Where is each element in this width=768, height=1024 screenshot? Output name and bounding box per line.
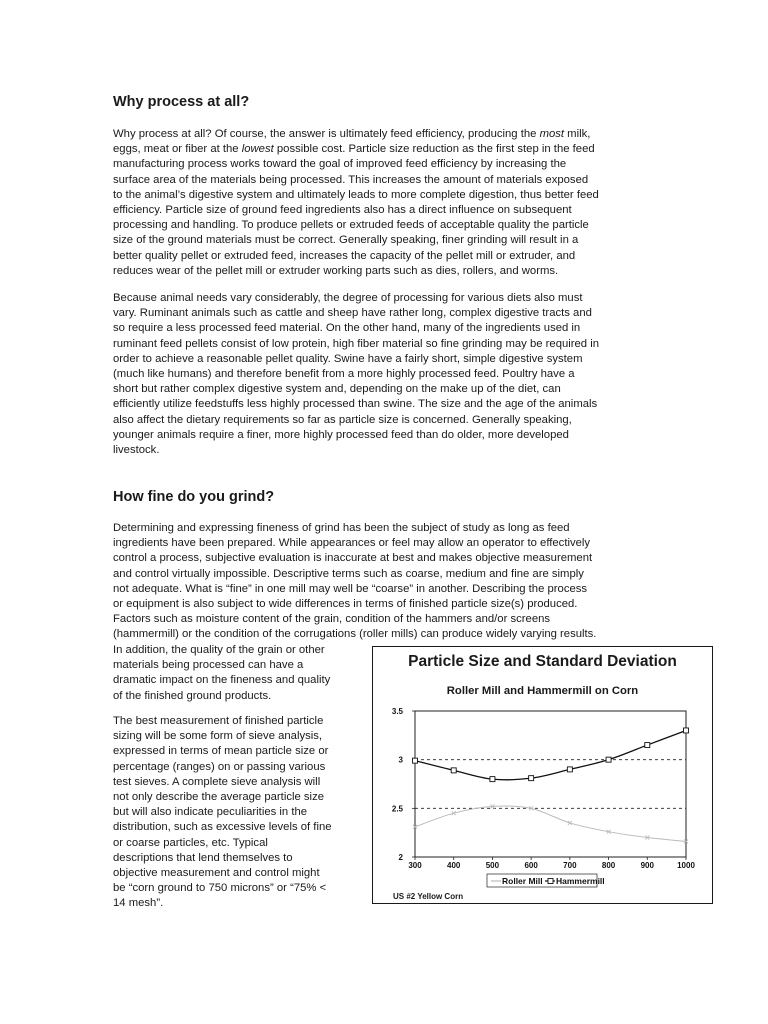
x-tick-label: 700	[563, 861, 577, 870]
paragraph-why-process-2	[113, 291, 599, 458]
text-line: control a process, subjective evaluation is inaccurate at best and makes objective measurement	[113, 552, 593, 565]
x-tick-label: 300	[408, 861, 422, 870]
text-line: younger animals require a finer, more highly processed feed than do older, more developed	[113, 428, 569, 441]
x-tick-label: 900	[640, 861, 654, 870]
text-line: The best measurement of finished particle	[113, 715, 324, 727]
text-line: not adequate. What is “fine” in one mill may well be “coarse” in another. Describing the process	[113, 582, 588, 595]
text-line: (much like humans) and therefore benefit from a more highly processed feed. Poultry have a	[113, 368, 575, 381]
text-line: ingredients have been prepared. While appearances or feel may allow an operator to effectively	[113, 537, 591, 550]
text-line: processing and handling. To produce pellets or extruded feeds of acceptable quality the particle	[113, 219, 589, 232]
chart-title: Particle Size and Standard Deviation	[408, 653, 677, 670]
data-point	[606, 757, 611, 762]
text-line: In addition, the quality of the grain or other	[113, 644, 325, 656]
legend-label: Roller Mill	[502, 876, 543, 886]
paragraph-why-process-1	[113, 127, 599, 279]
legend-marker	[548, 879, 553, 884]
text-line: (hammermill) or the condition of the corrugations (roller mills) can produce widely varying results.	[113, 628, 597, 641]
text-line: order to achieve a reasonable pellet quality. Swine have a fairly short, simple digestive system	[113, 352, 583, 365]
text-line: dramatic impact on the fineness and quality	[113, 674, 331, 687]
text-line: not only describe the average particle size	[113, 791, 324, 804]
y-tick-label: 2.5	[391, 804, 403, 814]
text-line: percentage (ranges) on or passing various	[113, 760, 326, 773]
section-heading-how-fine: How fine do you grind?	[113, 489, 275, 505]
y-tick-label: 3.5	[391, 707, 403, 716]
x-tick-label: 800	[601, 861, 616, 870]
text-line: expressed in terms of mean particle size or	[113, 745, 329, 758]
legend-label: Hammermill	[556, 876, 605, 886]
text-line: objective measurement and control might	[113, 867, 320, 880]
text-line: of the finished ground products.	[113, 689, 272, 702]
text-line: to the animal’s digestive system and ultimately leads to more complete digestion, thus better feed	[113, 188, 599, 201]
chart-footnote: US #2 Yellow Corn	[393, 892, 464, 901]
text-line: vary. Ruminant animals such as cattle and sheep have rather long, complex digestive tracts and	[113, 307, 592, 320]
paragraph-how-fine-2	[113, 643, 371, 704]
text-line: but will also indicate peculiarities in the	[113, 806, 308, 819]
text-line: Because animal needs vary considerably, the degree of processing for various diets also must	[113, 292, 583, 304]
text-line: be “corn ground to 750 microns” or “75% <	[113, 882, 327, 895]
text-line: efficiency. Particle size of ground feed ingredients also has a direct influence on subsequent	[113, 204, 572, 217]
text-line: sizing will be some form of sieve analysis,	[113, 730, 323, 743]
text-line: distribution, such as excessive levels of fine	[113, 821, 332, 834]
data-point	[684, 728, 689, 733]
text-line: or coarse particles, etc. Typical	[113, 836, 268, 849]
paragraph-how-fine-3	[113, 714, 371, 912]
text-line: short but rather complex digestive system and, depending on the make up of the diet, can	[113, 383, 561, 396]
text-line: Why process at all? Of course, the answer is ultimately feed efficiency, producing the most milk,	[113, 128, 591, 140]
text-line: so require a less processed feed material. On the other hand, many of the ingredients used in	[113, 322, 581, 335]
text-line: descriptions that lend themselves to	[113, 851, 293, 864]
text-line: materials being processed can have a	[113, 659, 304, 672]
text-line: surface area of the materials being processed. This increases the amount of materials exposed	[113, 173, 589, 186]
x-tick-label: 400	[447, 861, 461, 870]
text-line: test sieves. A complete sieve analysis will	[113, 775, 321, 788]
emphasis-text: most	[539, 128, 565, 140]
y-tick-label: 3	[398, 755, 403, 765]
text-line: size of the ground materials must be correct. Generally speaking, finer grinding will result in a	[113, 234, 579, 247]
data-point	[645, 743, 650, 748]
text-line: also affect the dietary requirements so far as particle size is concerned. Generally speaking,	[113, 413, 572, 426]
text-line: ruminant feed pellets consist of low protein, high fiber material so fine grinding may be required in	[113, 337, 600, 350]
chart-subtitle: Roller Mill and Hammermill on Corn	[446, 685, 639, 697]
text-line: 14 mesh”.	[113, 897, 164, 910]
x-tick-label: 600	[524, 861, 538, 870]
chart-panel	[372, 646, 713, 904]
data-point	[529, 776, 534, 781]
text-line: eggs, meat or fiber at the lowest possible cost. Particle size reduction as the first step in the feed	[113, 143, 595, 156]
y-tick-label: 2	[398, 853, 403, 862]
text-line: livestock.	[113, 444, 160, 457]
emphasis-text: lowest	[241, 143, 274, 156]
text-line: manufacturing process works toward the goal of improved feed efficiency by increasing the	[113, 158, 567, 171]
text-line: better quality pellet or extruded feed, increases the capacity of the pellet mill or extruder, and	[113, 249, 576, 262]
x-tick-label: 500	[485, 861, 500, 870]
data-point	[567, 767, 572, 772]
text-line: Determining and expressing fineness of grind has been the subject of study as long as feed	[113, 522, 570, 534]
data-point	[451, 768, 456, 773]
plot-frame	[415, 711, 686, 857]
text-line: efficiently utilize feedstuffs less highly processed than swine. The size and the age of the animals	[113, 398, 598, 411]
text-line: and control virtually impossible. Descriptive terms such as coarse, medium and fine are simply	[113, 567, 584, 580]
section-heading-why-process: Why process at all?	[113, 94, 250, 110]
paragraph-how-fine-1	[113, 521, 596, 643]
data-point	[413, 758, 418, 763]
text-line: reduces wear of the pellet mill or extruder working parts such as dies, rollers, and worms.	[113, 264, 559, 277]
x-tick-label: 1000	[677, 861, 695, 870]
data-point	[490, 777, 495, 782]
chart-plot	[373, 647, 712, 903]
text-line: or equipment is also subject to wide differences in terms of finished particle size(s) produced.	[113, 598, 578, 611]
text-line: Factors such as moisture content of the grain, condition of the hammers and/or screens	[113, 613, 551, 626]
